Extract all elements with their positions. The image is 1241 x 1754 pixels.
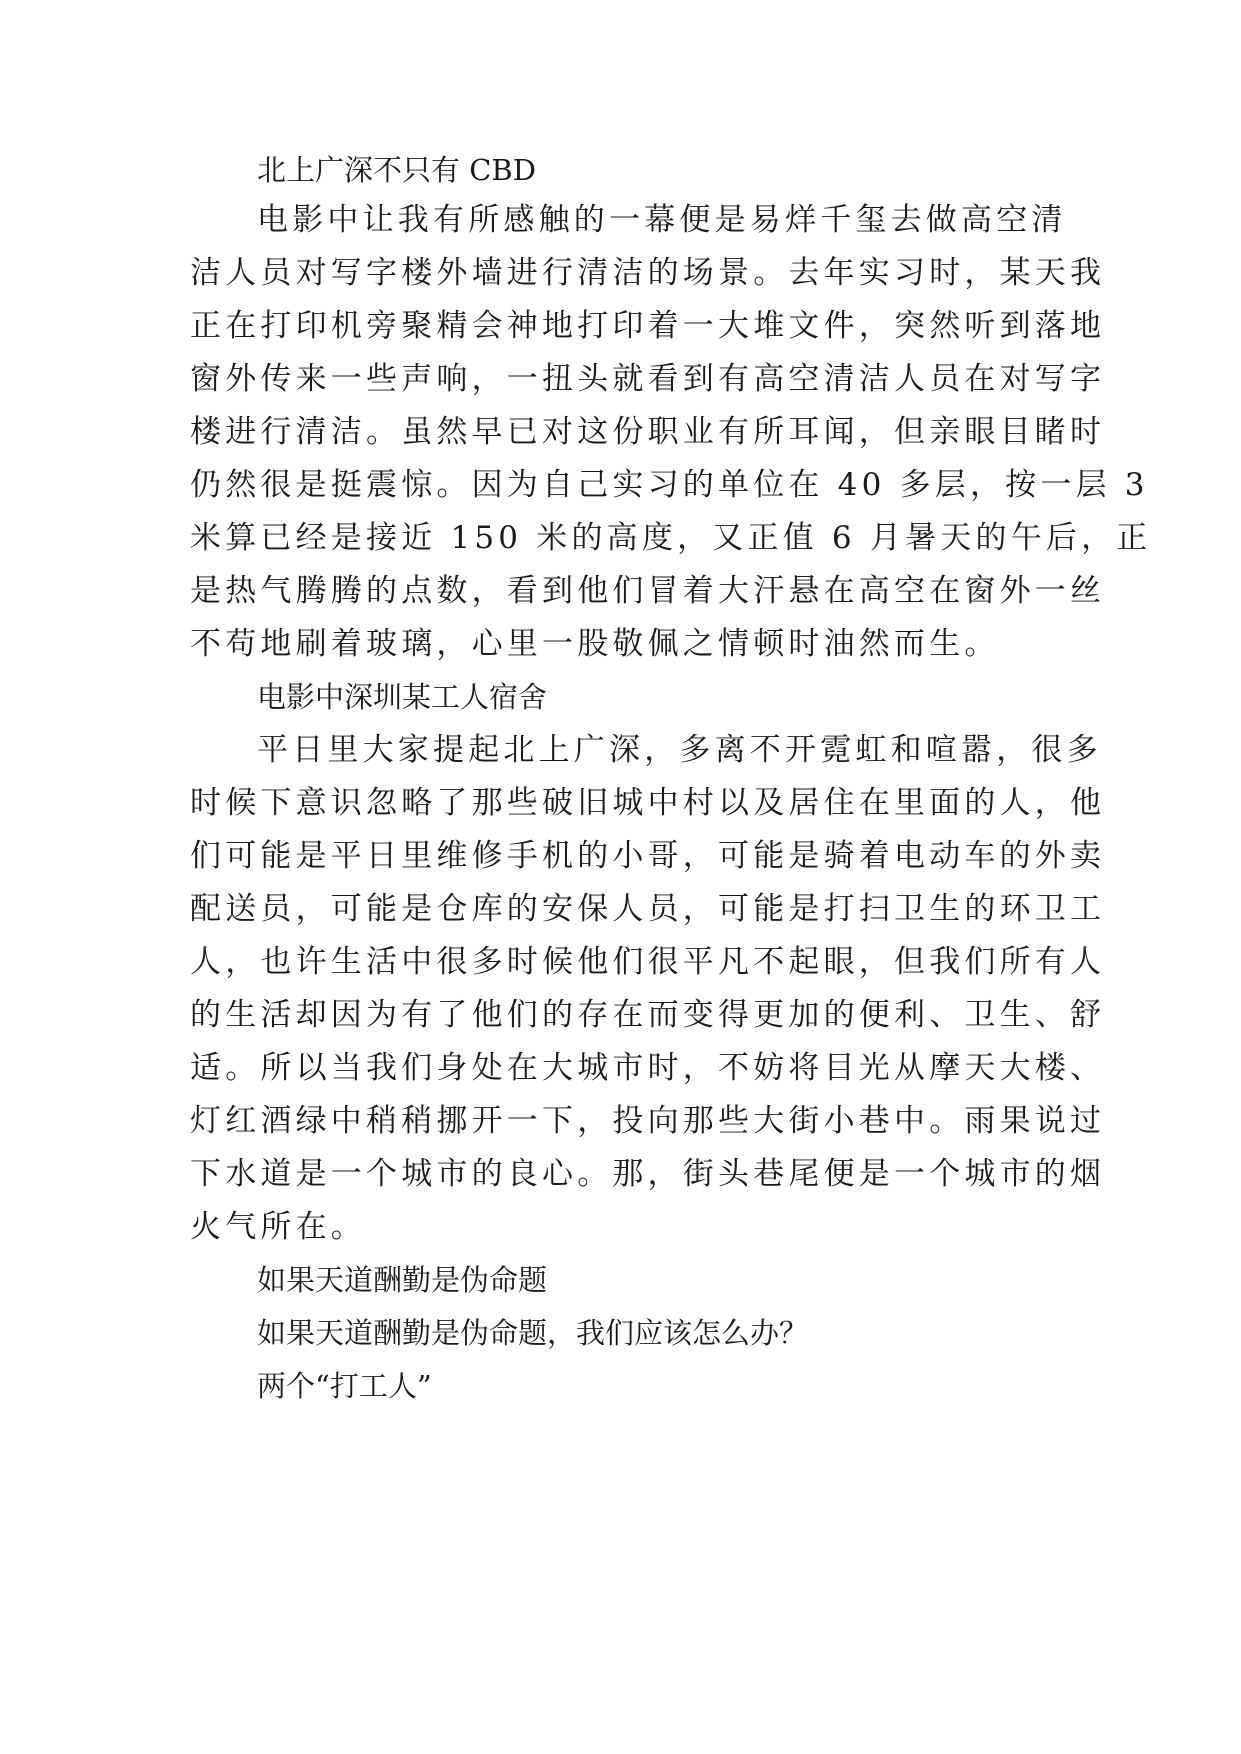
paragraph-line: 楼进行清洁。虽然早已对这份职业有所耳闻，但亲眼目睹时 [190, 414, 1106, 450]
paragraph-line: 洁人员对写字楼外墙进行清洁的场景。去年实习时，某天我 [190, 255, 1106, 291]
paragraph-line: 不苟地刷着玻璃，心里一股敬佩之情顿时油然而生。 [190, 626, 1000, 662]
paragraph-line: 们可能是平日里维修手机的小哥，可能是骑着电动车的外卖 [190, 838, 1106, 874]
paragraph-line: 配送员，可能是仓库的安保人员，可能是打扫卫生的环卫工 [190, 891, 1106, 927]
paragraph-line: 平日里大家提起北上广深，多离不开霓虹和喧嚣，很多 [257, 732, 1102, 768]
paragraph-line: 适。所以当我们身处在大城市时，不妨将目光从摩天大楼、 [190, 1050, 1106, 1086]
section-heading: 电影中深圳某工人宿舍 [257, 680, 548, 714]
paragraph-line: 人，也许生活中很多时候他们很平凡不起眼，但我们所有人 [190, 944, 1106, 980]
paragraph-line: 的生活却因为有了他们的存在而变得更加的便利、卫生、舒 [190, 997, 1106, 1033]
paragraph-line: 火气所在。 [190, 1209, 366, 1245]
paragraph-line: 电影中让我有所感触的一幕便是易烊千玺去做高空清 [257, 202, 1067, 238]
paragraph-line: 灯红酒绿中稍稍挪开一下，投向那些大街小巷中。雨果说过 [190, 1103, 1106, 1139]
paragraph-line: 下水道是一个城市的良心。那，街头巷尾便是一个城市的烟 [190, 1156, 1106, 1192]
paragraph-line: 时候下意识忽略了那些破旧城中村以及居住在里面的人，他 [190, 785, 1106, 821]
section-heading: 两个“打工人” [257, 1369, 432, 1403]
paragraph-line: 窗外传来一些声响，一扭头就看到有高空清洁人员在对写字 [190, 361, 1106, 397]
section-heading: 如果天道酬勤是伪命题 [257, 1263, 548, 1297]
paragraph-line: 是热气腾腾的点数，看到他们冒着大汗悬在高空在窗外一丝 [190, 573, 1106, 609]
paragraph-line: 正在打印机旁聚精会神地打印着一大堆文件，突然听到落地 [190, 308, 1106, 344]
paragraph-line: 米算已经是接近 150 米的高度，又正值 6 月暑天的午后，正 [190, 520, 1152, 556]
section-heading: 如果天道酬勤是伪命题，我们应该怎么办？ [257, 1316, 809, 1350]
section-heading: 北上广深不只有 CBD [257, 153, 536, 187]
paragraph-line: 仍然很是挺震惊。因为自己实习的单位在 40 多层，按一层 3 [190, 467, 1149, 503]
